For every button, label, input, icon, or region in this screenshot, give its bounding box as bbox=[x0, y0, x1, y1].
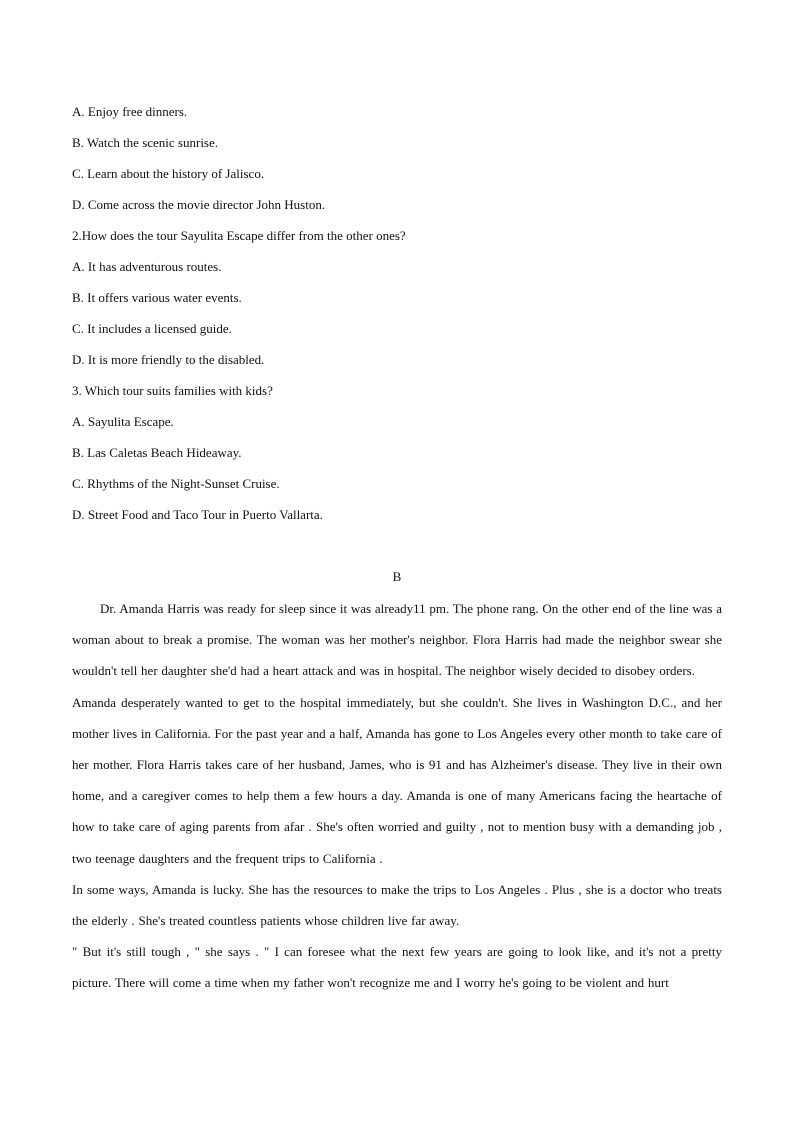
q2-option-a: A. It has adventurous routes. bbox=[72, 259, 222, 274]
q2-option-c: C. It includes a licensed guide. bbox=[72, 321, 232, 336]
q3-option-b: B. Las Caletas Beach Hideaway. bbox=[72, 445, 242, 460]
q3-option-c: C. Rhythms of the Night-Sunset Cruise. bbox=[72, 476, 280, 491]
passage-paragraph-4: " But it's still tough , " she says . " I can foresee what the next few years are going to look like, and it's not a pretty picture. There will come a time when my father won't recognize me and I worry he's going to be violent and hurt bbox=[72, 944, 722, 991]
q3-question: 3. Which tour suits families with kids? bbox=[72, 383, 273, 398]
section-gap bbox=[72, 535, 722, 566]
q2-option-d: D. It is more friendly to the disabled. bbox=[72, 352, 265, 367]
q3-option-a: A. Sayulita Escape. bbox=[72, 414, 174, 429]
q3-option-d: D. Street Food and Taco Tour in Puerto Vallarta. bbox=[72, 507, 323, 522]
page-content bbox=[72, 101, 722, 999]
section-b-title: B bbox=[392, 569, 402, 584]
q1-option-a: A. Enjoy free dinners. bbox=[72, 104, 188, 119]
q1-option-b: B. Watch the scenic sunrise. bbox=[72, 135, 219, 150]
q1-option-d: D. Come across the movie director John Huston. bbox=[72, 197, 326, 212]
q2-option-b: B. It offers various water events. bbox=[72, 290, 242, 305]
passage-paragraph-1: Dr. Amanda Harris was ready for sleep since it was already11 pm. The phone rang. On the other end of the line was a woman about to break a promise. The woman was her mother's neighbor. Flora Harris had made the neighbor swear she wouldn't tell her daughter she'd had a heart attack and was in hospital. The neighbor wisely decided to disobey orders. bbox=[72, 601, 722, 679]
passage-paragraph-3: In some ways, Amanda is lucky. She has the resources to make the trips to Los Angeles . Plus , she is a doctor who treats the elderly . She's treated countless patients whose children live far away. bbox=[72, 881, 722, 929]
passage-paragraph-2: Amanda desperately wanted to get to the hospital immediately, but she couldn't. She lives in Washington D.C., and her mother lives in California. For the past year and a half, Amanda has gone to Los Angeles every other month to take care of her mother. Flora Harris takes care of her husband, James, who is 91 and has Alzheimer's disease. They live in their own home, and a caregiver comes to help them a few hours a day. Amanda is one of many Americans facing the heartache of how to take care of aging parents from afar . She's often worried and guilty , not to mention busy with a demanding job , two teenage daughters and the frequent trips to California . bbox=[72, 694, 722, 866]
q1-option-c: C. Learn about the history of Jalisco. bbox=[72, 166, 265, 181]
q2-question: 2.How does the tour Sayulita Escape differ from the other ones? bbox=[72, 228, 406, 243]
